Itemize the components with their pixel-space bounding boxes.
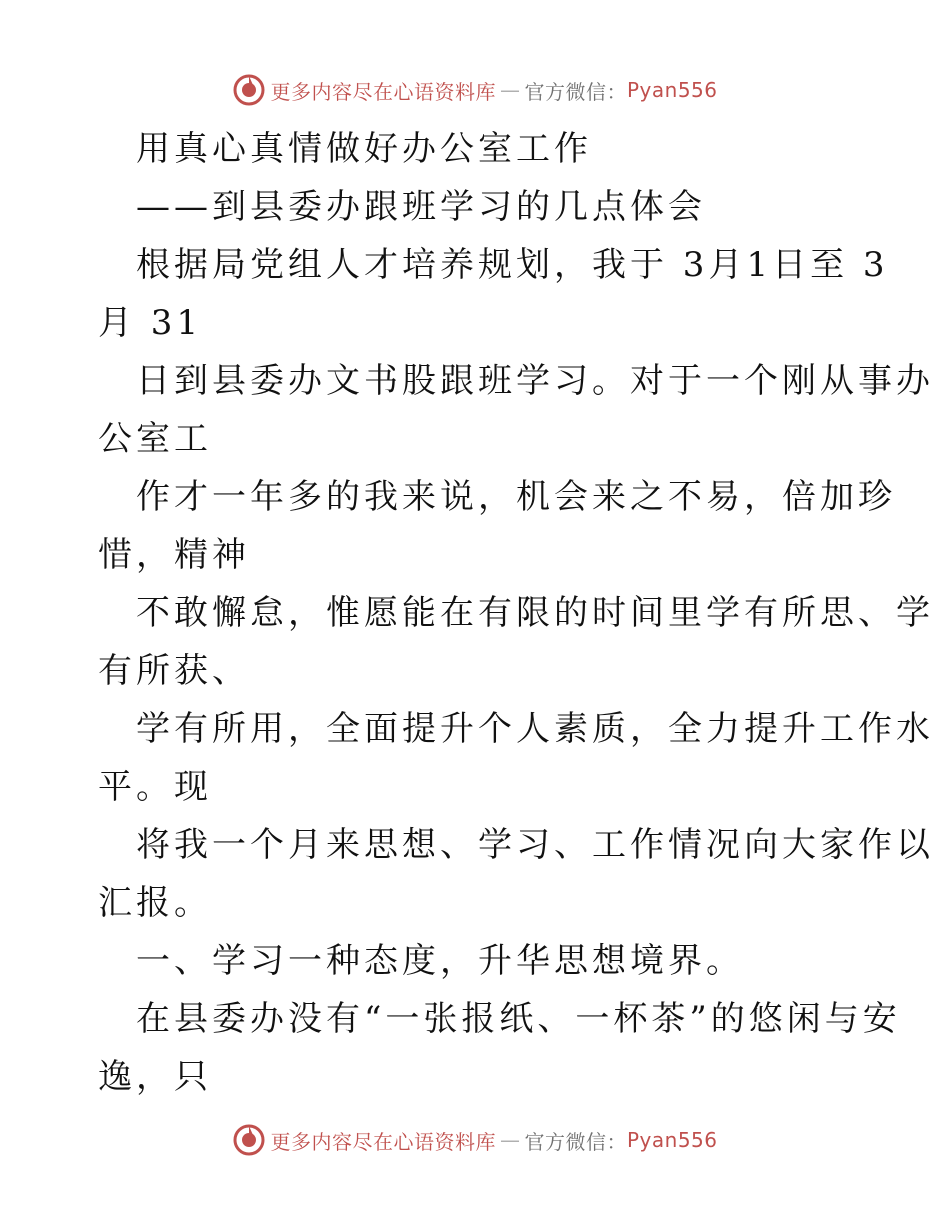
text-line: 平。现: [98, 767, 212, 807]
text-line: 将我一个月来思想、学习、工作情况向大家作以: [136, 825, 934, 865]
text-line: 月 31: [98, 303, 203, 343]
footer-watermark: [0, 1120, 950, 1160]
watermark-wechat-label: 官方微信：: [524, 79, 627, 104]
watermark-text: 更多内容尽在心语资料库: [270, 79, 496, 104]
text-line: 在县委办没有“一张报纸、一杯茶”的悠闲与安: [136, 999, 901, 1039]
watermark-wechat-id: Pyan556: [626, 1128, 718, 1152]
watermark-dash: —: [499, 1128, 521, 1152]
watermark-text: 更多内容尽在心语资料库: [270, 1129, 496, 1154]
text-line: 有所获、: [98, 651, 250, 691]
document-body: [98, 120, 934, 1106]
text-line: 日到县委办文书股跟班学习。对于一个刚从事办: [136, 361, 934, 401]
text-line: 根据局党组人才培养规划，我于 3月1日至 3: [136, 245, 889, 285]
text-line: 学有所用，全面提升个人素质，全力提升工作水: [136, 709, 934, 749]
header-watermark: [0, 70, 950, 110]
brand-logo-icon: [232, 73, 266, 107]
text-line: 公室工: [98, 419, 212, 459]
text-line: 汇报。: [98, 883, 212, 923]
brand-logo-icon: [232, 1123, 266, 1157]
text-line: 作才一年多的我来说，机会来之不易，倍加珍: [136, 477, 896, 517]
text-line: 惜，精神: [98, 535, 250, 575]
watermark-wechat-id: Pyan556: [626, 78, 718, 102]
watermark-dash: —: [499, 78, 521, 102]
text-line: 不敢懈怠，惟愿能在有限的时间里学有所思、学: [136, 593, 934, 633]
document-title: 用真心真情做好办公室工作: [136, 129, 592, 169]
section-heading: 一、学习一种态度，升华思想境界。: [136, 941, 744, 981]
document-subtitle: ——到县委办跟班学习的几点体会: [136, 187, 706, 227]
text-line: 逸，只: [98, 1057, 212, 1097]
watermark-wechat-label: 官方微信：: [524, 1129, 627, 1154]
